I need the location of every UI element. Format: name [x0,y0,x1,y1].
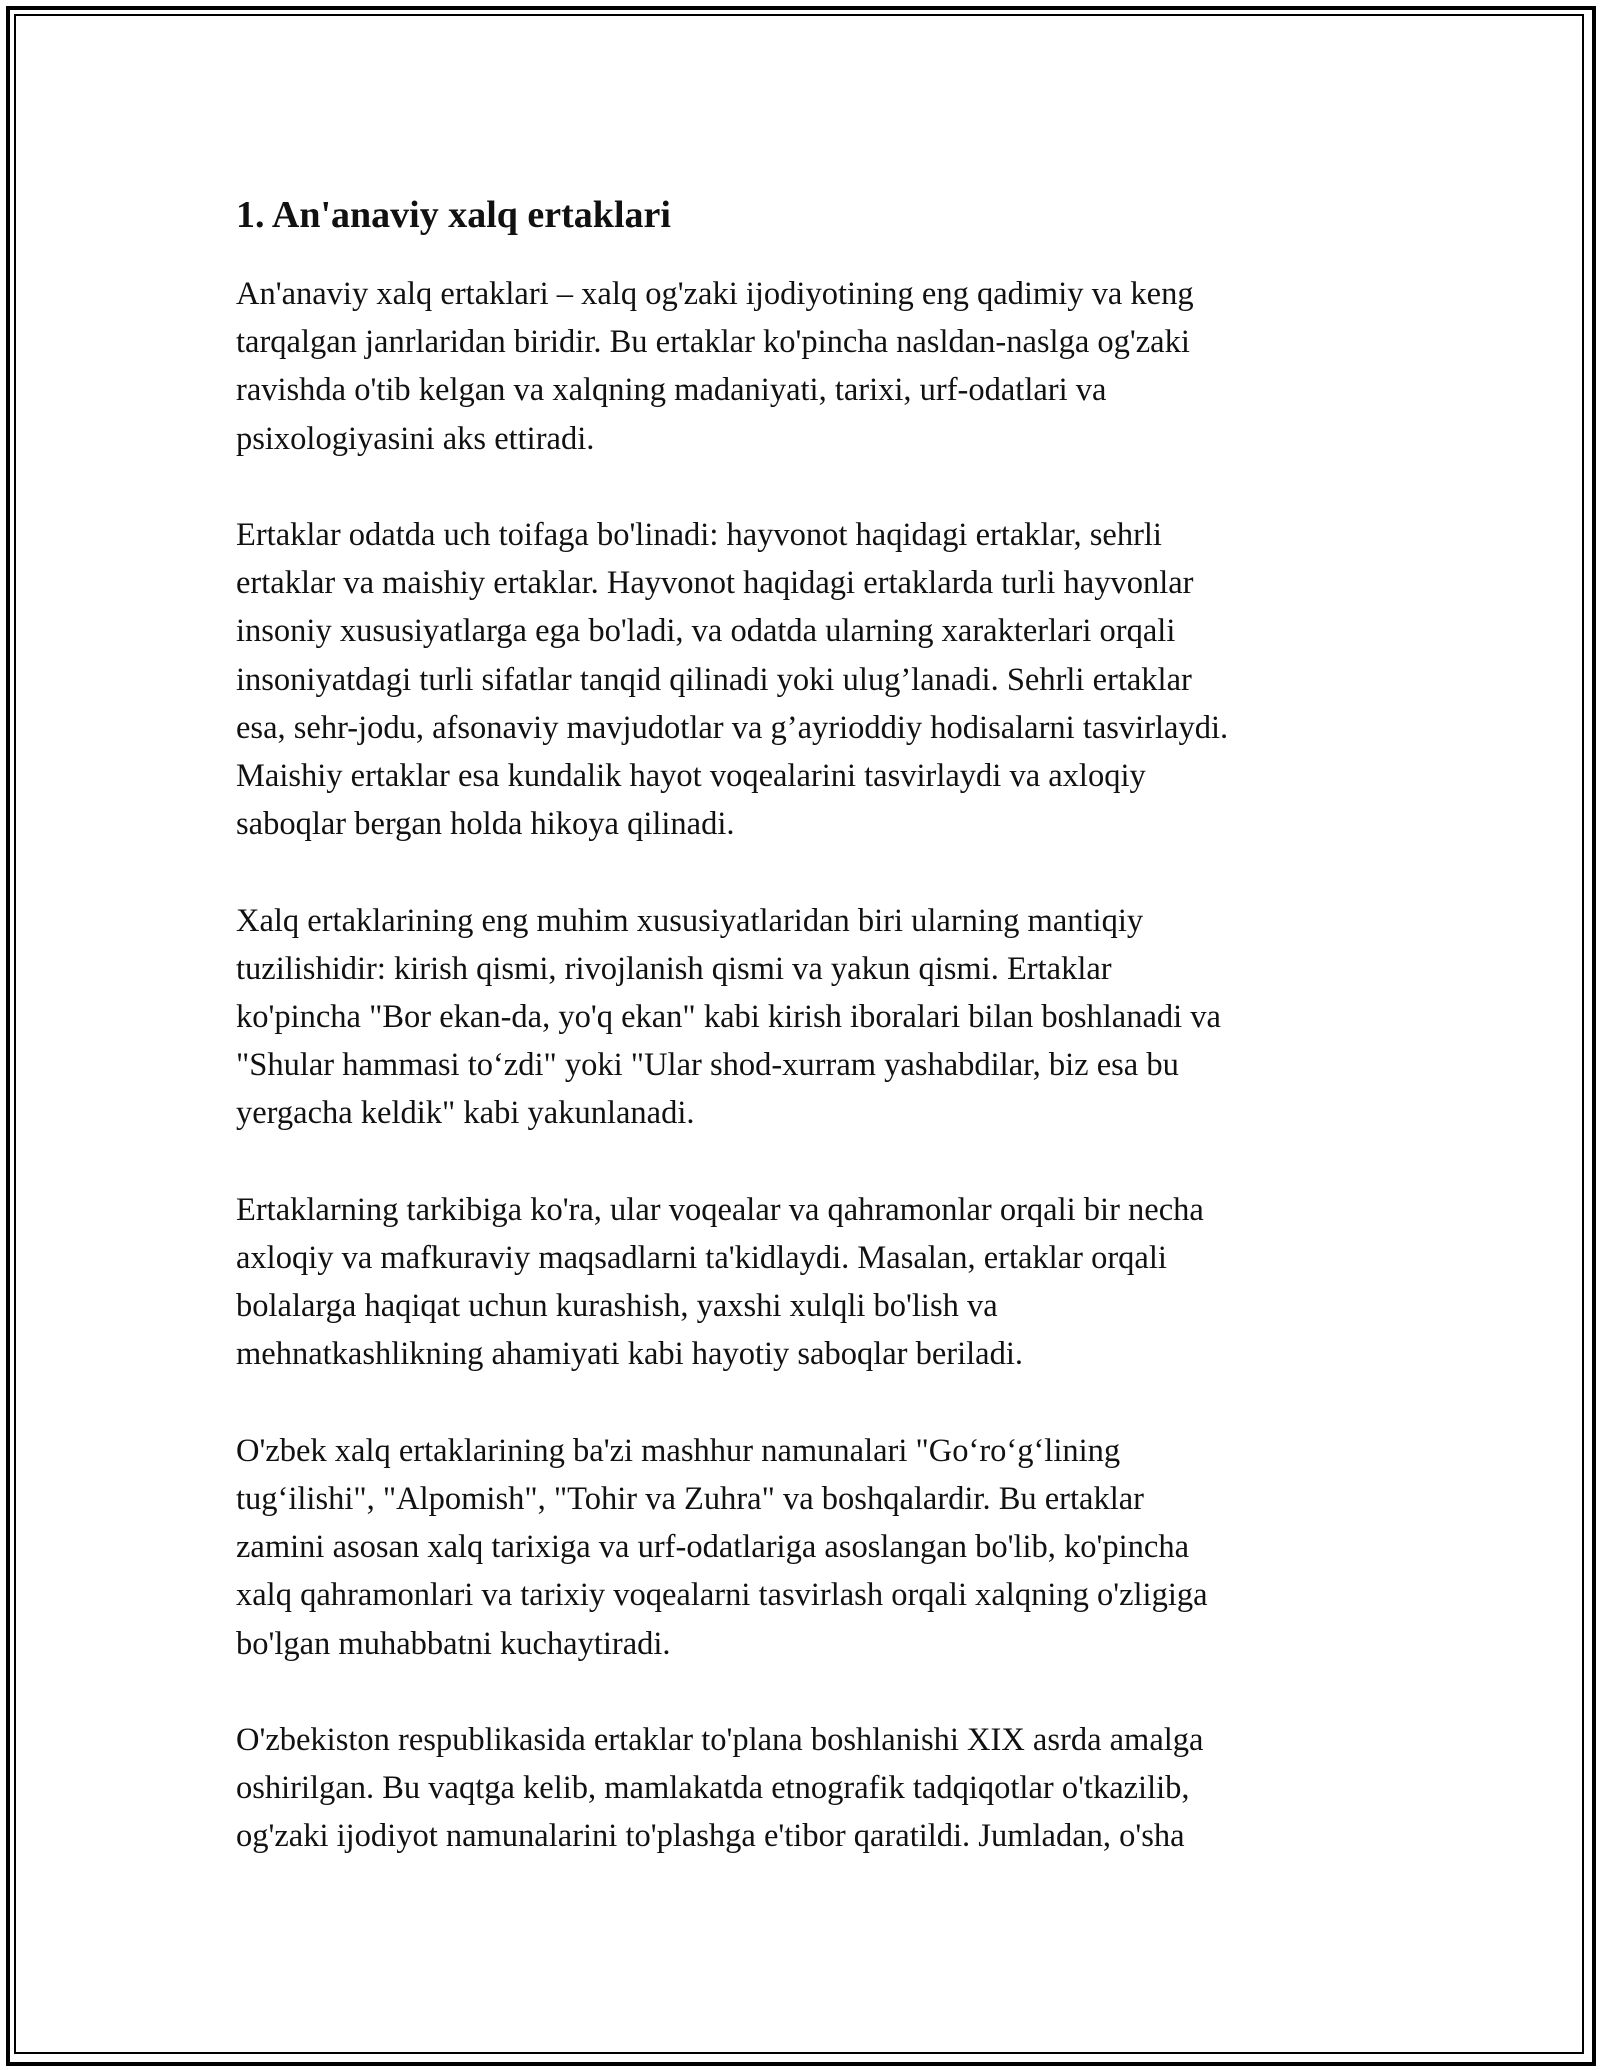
text-line: O'zbekiston respublikasida ertaklar to'plana boshlanishi XIX asrda amalga [236,1722,1204,1759]
text-line: esa, sehr-jodu, afsonaviy mavjudotlar va g’ayrioddiy hodisalarni tasvirlaydi. [236,709,1229,746]
text-line: tug‘ilishi", "Alpomish", "Tohir va Zuhra" va boshqalardir. Bu ertaklar [236,1481,1144,1518]
text-line: xalq qahramonlari va tarixiy voqealarni tasvirlash orqali xalqning o'zligiga [236,1577,1208,1614]
paragraph-structure [236,897,1366,1138]
section-heading: 1. An'anaviy xalq ertaklari [236,194,671,236]
paragraph-examples [236,1427,1366,1668]
paragraph-morals [236,1186,1366,1379]
text-line: bolalarga haqiqat uchun kurashish, yaxshi xulqli bo'lish va [236,1288,998,1325]
text-line: axloqiy va mafkuraviy maqsadlarni ta'kidlaydi. Masalan, ertaklar orqali [236,1240,1167,1277]
paragraph-history [236,1716,1366,1861]
text-line: O'zbek xalq ertaklarining ba'zi mashhur namunalari "Go‘ro‘g‘lining [236,1432,1121,1469]
text-line: yergacha keldik" kabi yakunlanadi. [236,1095,695,1132]
paragraph-intro [236,270,1366,463]
text-line: insoniy xususiyatlarga ega bo'ladi, va odatda ularning xarakterlari orqali [236,613,1176,650]
text-line: mehnatkashlikning ahamiyati kabi hayotiy saboqlar beriladi. [236,1336,1024,1373]
text-line: tarqalgan janrlaridan biridir. Bu ertaklar ko'pincha nasldan-naslga og'zaki [236,324,1190,361]
text-line: psixologiyasini aks ettiradi. [236,420,595,457]
text-line: og'zaki ijodiyot namunalarini to'plashga e'tibor qaratildi. Jumladan, o'sha [236,1818,1185,1855]
text-line: zamini asosan xalq tarixiga va urf-odatlariga asoslangan bo'lib, ko'pincha [236,1529,1190,1566]
document-body [236,186,1366,1909]
text-line: bo'lgan muhabbatni kuchaytiradi. [236,1625,671,1662]
text-line: ko'pincha "Bor ekan-da, yo'q ekan" kabi kirish iboralari bilan boshlanadi va [236,999,1221,1036]
text-line: ertaklar va maishiy ertaklar. Hayvonot haqidagi ertaklarda turli hayvonlar [236,565,1194,602]
text-line: ravishda o'tib kelgan va xalqning madaniyati, tarixi, urf-odatlari va [236,372,1107,409]
text-line: Maishiy ertaklar esa kundalik hayot voqealarini tasvirlaydi va axloqiy [236,758,1146,795]
text-line: Xalq ertaklarining eng muhim xususiyatlaridan biri ularning mantiqiy [236,902,1144,939]
paragraph-categories [236,511,1366,848]
text-line: Ertaklar odatda uch toifaga bo'linadi: hayvonot haqidagi ertaklar, sehrli [236,517,1162,553]
text-line: insoniyatdagi turli sifatlar tanqid qilinadi yoki ulug’lanadi. Sehrli ertaklar [236,661,1192,698]
text-line: An'anaviy xalq ertaklari – xalq og'zaki ijodiyotining eng qadimiy va keng [236,276,1194,312]
text-line: saboqlar bergan holda hikoya qilinadi. [236,806,735,843]
text-line: oshirilgan. Bu vaqtga kelib, mamlakatda etnografik tadqiqotlar o'tkazilib, [236,1770,1190,1807]
text-line: tuzilishidir: kirish qismi, rivojlanish qismi va yakun qismi. Ertaklar [236,950,1112,987]
text-line: "Shular hammasi to‘zdi" yoki "Ular shod-xurram yashabdilar, biz esa bu [236,1047,1179,1084]
text-line: Ertaklarning tarkibiga ko'ra, ular voqealar va qahramonlar orqali bir necha [236,1191,1204,1228]
